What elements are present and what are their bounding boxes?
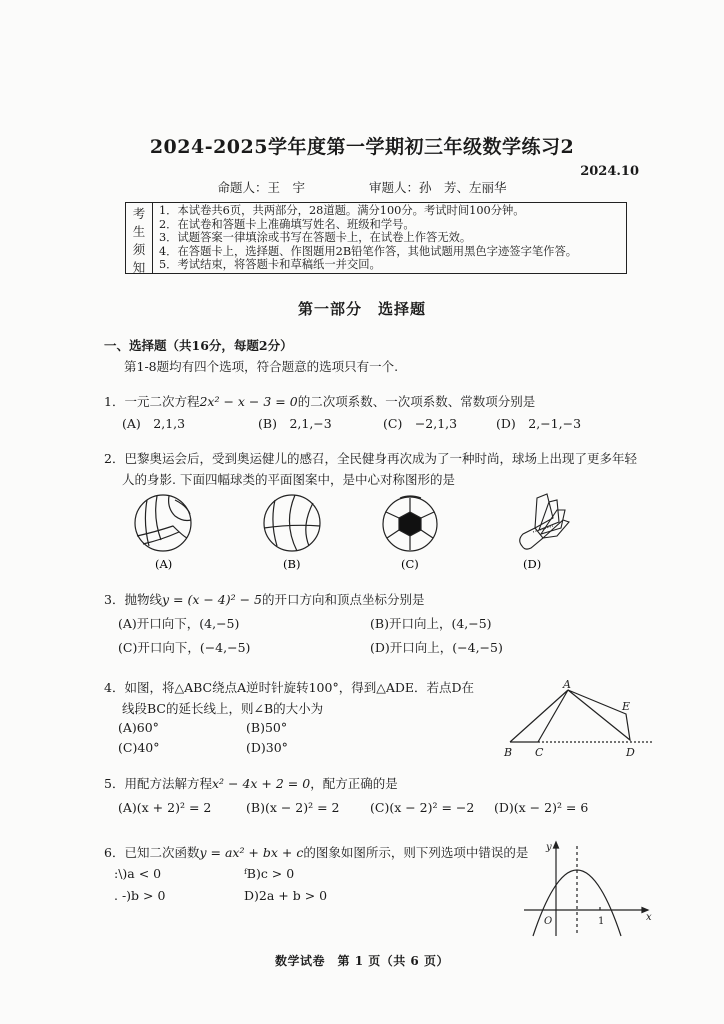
notice-item: 2．在试卷和答题卡上准确填写姓名、班级和学号。 — [159, 217, 415, 231]
basketball-icon — [264, 495, 320, 551]
question-2-stem-line2: 人的身影. 下面四幅球类的平面图案中，是中心对称图形的是 — [122, 472, 455, 487]
question-number: 1． — [104, 394, 125, 409]
question-4-stem — [104, 678, 474, 696]
y-axis-arrow — [554, 842, 559, 848]
notice-item: 1．本试卷共6页，共两部分，28道题。满分100分。考试时间100分钟。 — [159, 204, 525, 217]
exam-notice-box — [125, 202, 627, 274]
shuttlecock-icon — [520, 494, 569, 549]
triangle-ade — [568, 690, 630, 740]
option-d: (D)30° — [246, 740, 288, 755]
origin-label: O — [544, 916, 553, 927]
figure-label-a: (A) — [155, 557, 173, 571]
option-a: (A)开口向下，(4,−5) — [118, 616, 240, 631]
equation: y = (x − 4)² − 5 — [161, 592, 263, 607]
option-c: . -)b > 0 — [114, 888, 166, 903]
author-label: 命题人：王 宇 — [217, 180, 306, 195]
point-label-d: D — [626, 746, 635, 759]
point-label-a: A — [563, 678, 571, 691]
stem-text: 抛物线 — [124, 592, 162, 607]
option-a: (A)60° — [118, 720, 159, 735]
option-b: (B) 2,1,−3 — [258, 416, 332, 431]
page-footer: 数学试卷 第 1 页（共 6 页） — [275, 954, 449, 968]
parabola-figure — [516, 838, 656, 938]
y-axis-label: y — [546, 842, 552, 853]
stem-text: 如图，将△ABC绕点A逆时针旋转100°，得到△ADE．若点D在 — [124, 680, 475, 695]
point-label-b: B — [504, 746, 513, 759]
question-4-stem-line2: 线段BC的延长线上，则∠B的大小为 — [122, 701, 324, 716]
option-b: (B)开口向上，(4,−5) — [370, 616, 492, 631]
stem-text: ，配方正确的是 — [310, 776, 398, 791]
soccer-ball-icon — [383, 496, 437, 551]
stem-text: 的开口方向和顶点坐标分别是 — [262, 592, 425, 607]
equation: x² − 4x + 2 = 0 — [211, 776, 311, 791]
question-number: 5． — [104, 776, 125, 791]
notice-head-char: 知 — [132, 260, 146, 275]
option-a: :\)a < 0 — [114, 866, 162, 881]
authors-line — [0, 178, 724, 196]
question-number: 2． — [104, 451, 125, 466]
notice-items — [153, 203, 626, 273]
question-2-stem — [104, 449, 664, 467]
point-label-e: E — [622, 700, 631, 713]
option-c: (C)40° — [118, 740, 160, 755]
question-3-stem — [104, 590, 425, 608]
question-number: 4． — [104, 680, 125, 695]
tick-label-1: 1 — [598, 916, 605, 927]
notice-item: 3．试题答案一律填涂或书写在答题卡上，在试卷上作答无效。 — [159, 231, 472, 245]
option-b: (B)(x − 2)² = 2 — [246, 800, 340, 815]
equation: 2x² − x − 3 = 0 — [199, 394, 298, 409]
notice-item: 4．在答题卡上，选择题、作图题用2B铅笔作答，其他试题用黑色字迹签字笔作答。 — [159, 244, 578, 258]
question-1-stem — [104, 392, 535, 410]
figure-label-b: (B) — [283, 557, 301, 571]
stem-text: 已知二次函数 — [124, 845, 200, 860]
figure-label-d: (D) — [523, 557, 542, 571]
point-label-c: C — [535, 746, 544, 759]
section-note: 第1-8题均有四个选项，符合题意的选项只有一个. — [124, 359, 399, 374]
exam-date: 2024.10 — [580, 164, 639, 179]
option-a: (A) 2,1,3 — [122, 416, 186, 431]
question-5-stem — [104, 774, 398, 792]
triangle-rotation-figure — [498, 676, 658, 762]
option-d: (D) 2,−1,−3 — [496, 416, 582, 431]
option-d: D)2a + b > 0 — [244, 888, 328, 903]
x-axis-label: x — [646, 912, 652, 923]
stem-text: 的图象如图所示，则下列选项中错误的是 — [303, 845, 529, 860]
option-a: (A)(x + 2)² = 2 — [118, 800, 212, 815]
option-c: (C)(x − 2)² = −2 — [370, 800, 475, 815]
stem-text: 的二次项系数、一次项系数、常数项分别是 — [297, 394, 536, 409]
reviewer-label: 审题人：孙 芳、左丽华 — [368, 180, 507, 195]
volleyball-icon — [135, 495, 191, 551]
question-number: 6． — [104, 845, 125, 860]
part-title: 第一部分 选择题 — [297, 300, 426, 318]
equation: y = ax² + bx + c — [199, 845, 304, 860]
stem-text: 用配方法解方程 — [124, 776, 212, 791]
section-title: 一、选择题（共16分，每题2分） — [104, 338, 293, 353]
option-b: (B)50° — [246, 720, 288, 735]
question-6-stem — [104, 843, 528, 861]
option-c: (C)开口向下，(−4,−5) — [118, 640, 251, 655]
question-number: 3． — [104, 592, 125, 607]
page-title: 2024-2025学年度第一学期初三年级数学练习2 — [149, 136, 575, 158]
option-d: (D)开口向上，(−4,−5) — [370, 640, 503, 655]
stem-text: 巴黎奥运会后，受到奥运健儿的感召，全民健身再次成为了一种时尚，球场上出现了更多年轻 — [124, 451, 637, 466]
notice-head-char: 须 — [132, 242, 146, 257]
question-2-figures — [125, 488, 665, 573]
option-c: (C) −2,1,3 — [383, 416, 458, 431]
figure-label-c: (C) — [401, 557, 419, 571]
triangle-abc — [510, 690, 568, 742]
notice-heading — [126, 203, 153, 273]
notice-head-char: 生 — [132, 224, 146, 239]
stem-text: 一元二次方程 — [124, 394, 200, 409]
notice-head-char: 考 — [132, 206, 146, 221]
option-b: ᶠB)c > 0 — [244, 866, 295, 881]
option-d: (D)(x − 2)² = 6 — [494, 800, 589, 815]
notice-item: 5．考试结束，将答题卡和草稿纸一并交回。 — [159, 258, 381, 272]
